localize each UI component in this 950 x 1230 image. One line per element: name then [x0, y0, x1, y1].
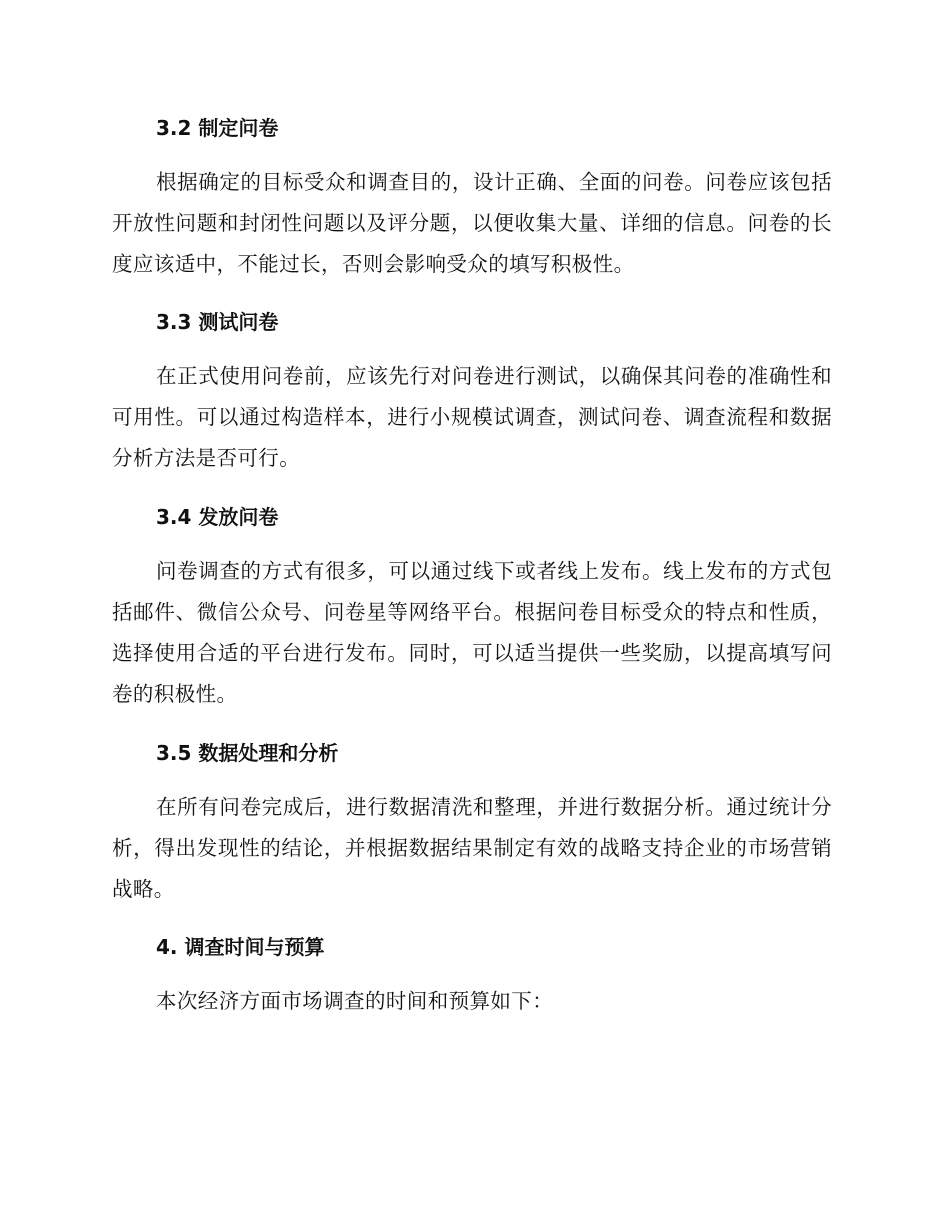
section-body-3-5: 在所有问卷完成后，进行数据清洗和整理，并进行数据分析。通过统计分析，得出发现性的结论，并根据数据结果制定有效的战略支持企业的市场营销战略。 — [112, 795, 832, 901]
section-heading-3-3: 3.3 测试问卷 — [156, 310, 279, 334]
section-heading-4: 4. 调查时间与预算 — [156, 935, 325, 959]
section-heading-3-2: 3.2 制定问卷 — [156, 116, 279, 140]
section-body-4: 本次经济方面市场调查的时间和预算如下： — [156, 989, 554, 1013]
section-body-3-4: 问卷调查的方式有很多，可以通过线下或者线上发布。线上发布的方式包括邮件、微信公众号、问卷星等网络平台。根据问卷目标受众的特点和性质，选择使用合适的平台进行发布。同时，可以适当提供一些奖励，以提高填写问卷的积极性。 — [112, 559, 832, 706]
section-heading-3-5: 3.5 数据处理和分析 — [156, 741, 339, 765]
section-heading-3-4: 3.4 发放问卷 — [156, 505, 279, 529]
section-body-3-3: 在正式使用问卷前，应该先行对问卷进行测试，以确保其问卷的准确性和可用性。可以通过构造样本，进行小规模试调查，测试问卷、调查流程和数据分析方法是否可行。 — [112, 364, 832, 470]
section-body-3-2: 根据确定的目标受众和调查目的，设计正确、全面的问卷。问卷应该包括开放性问题和封闭性问题以及评分题，以便收集大量、详细的信息。问卷的长度应该适中，不能过长，否则会影响受众的填写积极性。 — [112, 170, 832, 276]
